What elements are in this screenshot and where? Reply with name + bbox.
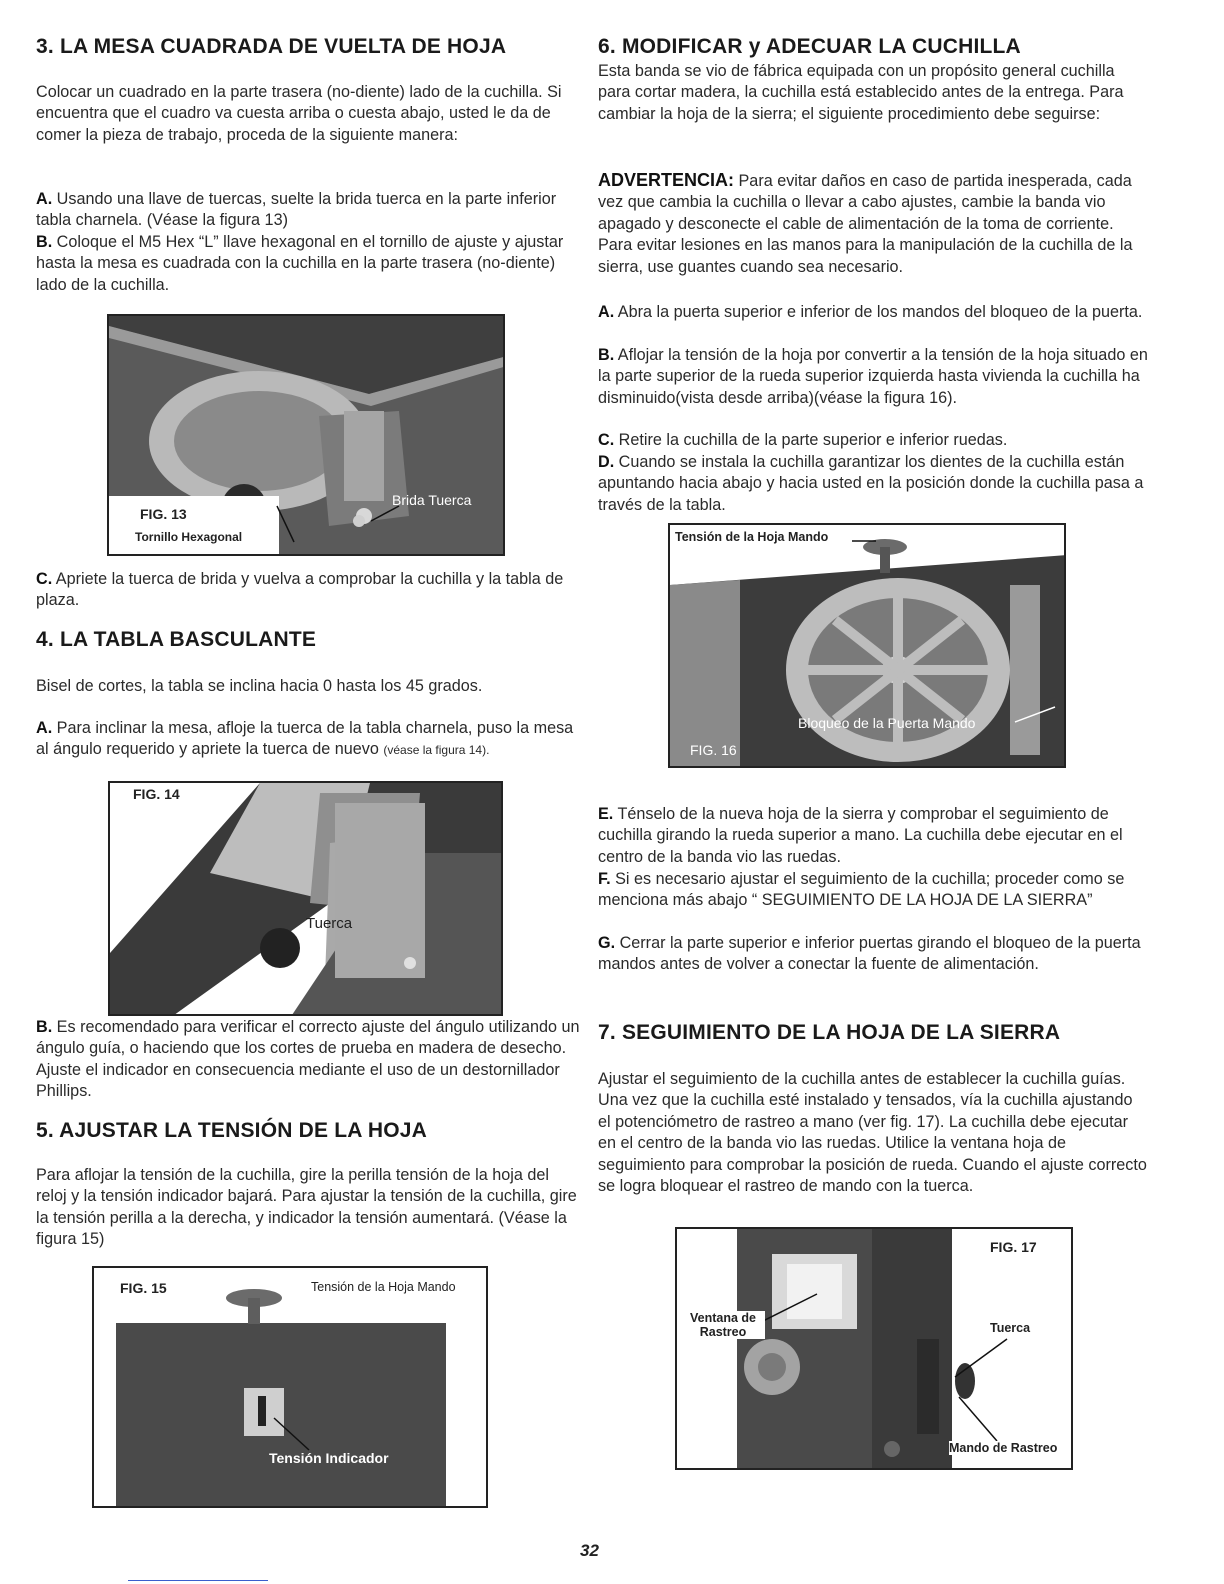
figure-16-label: FIG. 16: [690, 742, 737, 758]
section-4-step-a: A. Para inclinar la mesa, afloje la tuerca de la tabla charnela, puso la mesa al ángulo requerido y apriete la tuerca de nuevo (véase la figura 14).: [36, 719, 574, 759]
figure-16-illustration: [670, 525, 1066, 768]
section-5-title: 5. AJUSTAR LA TENSIÓN DE LA HOJA: [36, 1119, 428, 1142]
figure-15: [92, 1266, 488, 1508]
section-5-intro: Para aflojar la tensión de la cuchilla, gire la perilla tensión de la hoja del reloj y la tensión indicador bajará. Para ajustar la tensión de la cuchilla, gire la tensión perilla a la derecha, y indicador la tensión aumentará. (Véase la figura 15): [36, 1166, 577, 1249]
section-6-step-g: G. Cerrar la parte superior e inferior puertas girando el bloqueo de la puerta mandos antes de volver a conectar la fuente de alimentación.: [598, 934, 1141, 974]
section-6-step-b: B. Aflojar la tensión de la hoja por convertir a la tensión de la hoja situado en la parte superior de la rueda superior izquierda hasta vivienda la cuchilla ha disminuido(vista desde arriba)(véase la figura 16).: [598, 346, 1148, 407]
figure-14-label: FIG. 14: [133, 786, 180, 802]
footer-rule: [128, 1580, 268, 1581]
section-6-step-f: F. Si es necesario ajustar el seguimiento de la cuchilla; proceder como se menciona más abajo “ SEGUIMIENTO DE LA HOJA DE LA SIERRA”: [598, 870, 1125, 910]
section-6-warning: ADVERTENCIA: Para evitar daños en caso de partida inesperada, cada vez que cambia la cuchilla o llevar a cabo ajustes, cambie la banda vio apagado y desconecte el cable de alimentación de la toma de corriente. Para evitar lesiones en las manos para la manipulación de la cuchilla de la sierra, use guantes cuando sea necesario.: [598, 170, 1133, 276]
section-3-intro: Colocar un cuadrado en la parte trasera (no-diente) lado de la cuchilla. Si encuentra que el cuadro va cuesta arriba o cuesta abajo, usted le da de comer la pieza de trabajo, proceda de la siguiente manera:: [36, 83, 562, 144]
section-3-step-c: C. Apriete la tuerca de brida y vuelva a comprobar la cuchilla y la tabla de plaza.: [36, 570, 564, 610]
figure-14: [108, 781, 503, 1016]
section-6-intro: Esta banda se vio de fábrica equipada con un propósito general cuchilla para cortar madera, la cuchilla está establecido antes de la entrega. Para cambiar la hoja de la sierra; el siguiente procedimiento debe seguirse:: [598, 62, 1124, 123]
section-6-title: 6. MODIFICAR y ADECUAR LA CUCHILLA: [598, 35, 1021, 58]
figure-13-label: FIG. 13: [140, 506, 187, 522]
section-3-step-b: B. Coloque el M5 Hex “L” llave hexagonal en el tornillo de ajuste y ajustar hasta la mesa es cuadrada con la cuchilla en la parte trasera (no-diente) lado de la cuchilla.: [36, 233, 564, 294]
figure-16-callout-bloqueo: Bloqueo de la Puerta Mando: [798, 715, 976, 731]
section-6-step-d: D. Cuando se instala la cuchilla garantizar los dientes de la cuchilla están apuntando hacia abajo y hacia usted en la posición donde la cuchilla pasa a través de la tabla.: [598, 453, 1144, 514]
figure-13-callout-tornillo: Tornillo Hexagonal: [135, 530, 243, 544]
section-4-title: 4. LA TABLA BASCULANTE: [36, 628, 317, 651]
section-6-step-c: C. Retire la cuchilla de la parte superior e inferior ruedas.: [598, 431, 1008, 449]
figure-15-callout-tension-indicador: Tensión Indicador: [269, 1450, 389, 1466]
figure-17-label: FIG. 17: [990, 1239, 1037, 1255]
figure-15-label: FIG. 15: [120, 1280, 167, 1296]
figure-17-callout-tuerca: Tuerca: [990, 1321, 1031, 1335]
section-6-step-a: A. Abra la puerta superior e inferior de los mandos del bloqueo de la puerta.: [598, 303, 1143, 321]
figure-16-callout-tension-mando: Tensión de la Hoja Mando: [675, 530, 829, 544]
figure-17: [675, 1227, 1073, 1470]
figure-17-illustration: [677, 1229, 1073, 1470]
figure-14-callout-tuerca: Tuerca: [306, 915, 353, 932]
figure-17-callout-mando-rastreo: Mando de Rastreo: [949, 1441, 1058, 1455]
section-3-title: 3. LA MESA CUADRADA DE VUELTA DE HOJA: [36, 35, 507, 58]
page-number: 32: [580, 1541, 599, 1560]
section-7-intro: Ajustar el seguimiento de la cuchilla antes de establecer la cuchilla guías. Una vez que la cuchilla esté instalado y tensados, vía la cuchilla ajustando el potenciómetro de rastreo a mano (ver fig. 17). La cuchilla debe ejecutar en el centro de la banda vio las ruedas. Utilice la ventana hoja de seguimiento para comprobar la posición de rueda. Cuando el ajuste correcto se logra bloquear el rastreo de mando con la tuerca.: [598, 1070, 1147, 1196]
section-6-step-e: E. Ténselo de la nueva hoja de la sierra y comprobar el seguimiento de cuchilla girando la rueda superior a mano. La cuchilla debe ejecutar en el centro de la banda vio las ruedas.: [598, 805, 1123, 866]
figure-14-illustration: [110, 783, 503, 1016]
section-4-intro: Bisel de cortes, la tabla se inclina hacia 0 hasta los 45 grados.: [36, 677, 483, 695]
figure-15-callout-tension-mando: Tensión de la Hoja Mando: [311, 1280, 456, 1294]
figure-15-illustration: [94, 1268, 488, 1508]
figure-13: [107, 314, 505, 556]
figure-13-callout-brida-tuerca: Brida Tuerca: [392, 492, 472, 508]
section-7-title: 7. SEGUIMIENTO DE LA HOJA DE LA SIERRA: [598, 1021, 1061, 1044]
section-3-step-a: A. Usando una llave de tuercas, suelte la brida tuerca en la parte inferior tabla charnela. (Véase la figura 13): [36, 190, 557, 230]
section-4-step-b: B. Es recomendado para verificar el correcto ajuste del ángulo utilizando un ángulo guía, o haciendo que los cortes de prueba en madera de desecho. Ajuste el indicador en consecuencia mediante el uso de un destornillador Phillips.: [36, 1018, 580, 1101]
figure-16: [668, 523, 1066, 768]
figure-17-callout-ventana: Ventana de Rastreo: [681, 1311, 765, 1339]
